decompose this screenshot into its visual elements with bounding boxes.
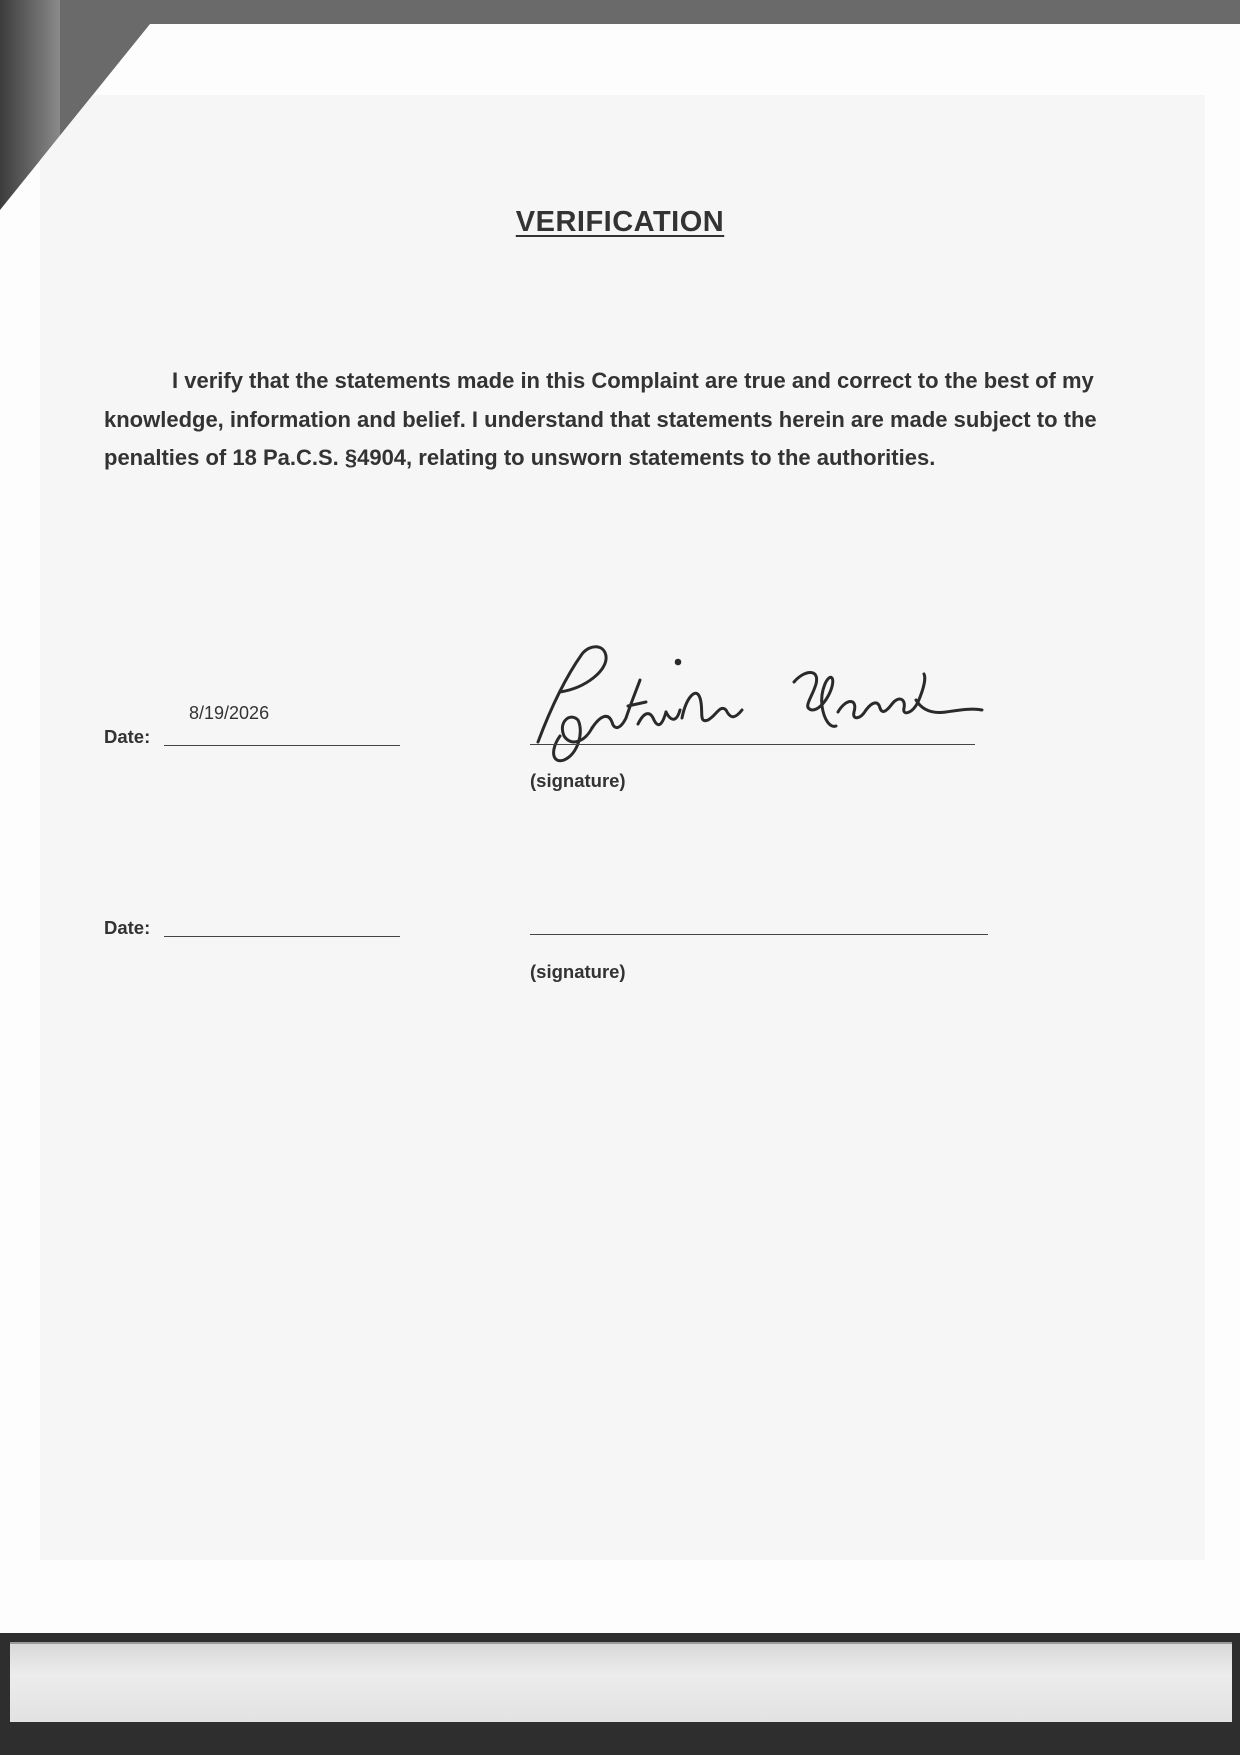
- handwritten-signature: [520, 640, 1040, 770]
- signature-line-2: [530, 934, 988, 935]
- date-label-2: Date:: [104, 917, 151, 938]
- document-title: VERIFICATION: [515, 206, 725, 238]
- verification-statement: I verify that the statements made in this Complaint are true and correct to the best of my knowledge, information and belief. I understand that statements herein are made subject to the penalties of 18 Pa.C.S. §4904, relating to unsworn statements to the authorities.: [104, 368, 1097, 470]
- signature-line-1: [530, 744, 975, 745]
- underlying-sheet-edge: [10, 1642, 1232, 1722]
- page-content-area: [40, 95, 1205, 1560]
- date-label-1: Date:: [104, 726, 151, 747]
- date-line-1: [164, 745, 400, 746]
- date-line-2: [164, 936, 400, 937]
- signature-caption-2: (signature): [530, 961, 626, 982]
- date-value-1: 8/19/2026: [189, 703, 270, 723]
- signature-caption-1: (signature): [530, 770, 626, 791]
